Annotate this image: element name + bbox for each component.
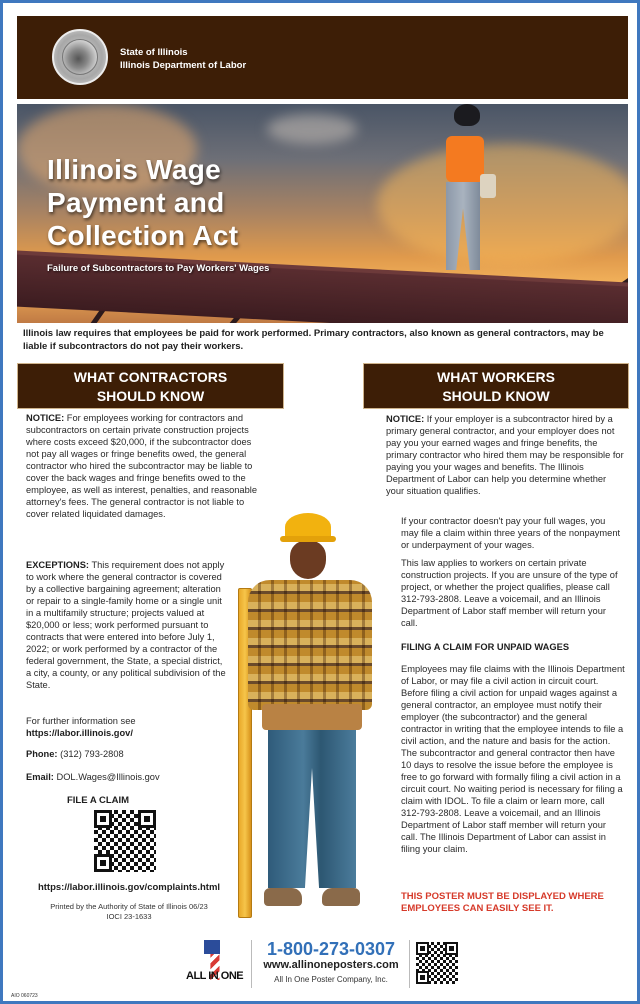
header-line-state: State of Illinois: [120, 47, 188, 58]
complaints-link[interactable]: https://labor.illinois.gov/complaints.html: [37, 882, 221, 893]
footer-qr-code-icon[interactable]: [416, 942, 458, 984]
poster-title: Illinois Wage Payment and Collection Act: [47, 154, 239, 251]
welding-helmet-icon: [454, 104, 480, 126]
all-in-one-logo: ALL IN ONE: [186, 940, 246, 988]
hero-image: [17, 104, 628, 323]
contractors-heading: WHAT CONTRACTORS SHOULD KNOW: [17, 363, 284, 409]
intro-text: Illinois law requires that employees be paid for work performed. Primary contractors, also known as general contractors, may be liable if subcontractors do not pay their workers.: [23, 328, 604, 352]
poster-code: AIO 060723: [11, 993, 38, 999]
info-link[interactable]: https://labor.illinois.gov/: [26, 728, 133, 738]
footer-divider: [251, 940, 252, 988]
footer-website[interactable]: www.allinoneposters.com: [263, 959, 399, 971]
display-warning: THIS POSTER MUST BE DISPLAYED WHERE EMPLOYEES CAN EASILY SEE IT.: [401, 891, 604, 914]
print-authority: Printed by the Authority of State of Illinois 06/23 IOCI 23-1633: [50, 902, 208, 921]
contractors-exceptions: EXCEPTIONS: This requirement does not apply to work where the general contractor is covered by a collective bargaining agreement; alteration or repair to a single-family home or a single unit in a multifamily structure; projects valued at $20,000 or less; work performed pursuant to contracts that were entered into before July 1, 2022; or work performed by a contractor of the federal government, the State, a special district, a city, a county, or any political subdivision of the State.: [26, 560, 226, 690]
filing-claim-text: Employees may file claims with the Illinois Department of Labor, or may file a civil action in circuit court. Before filing a civil action for unpaid wages against a general contractor, an employee must notify their employer (the subcontractor) and the general contractor in writing that the employee intends to file a civil action, and the nature and basis for the action. The subcontractor and general contractor then have 10 days to resolve the issue before the employee is free to go forward with formally filing a civil action in a circuit court. No waiting period is necessary for filing a claim with IDOL. To file a claim or learn more, call 312-793-2808. Leave a voicemail, and an Illinois Department of Labor staff member will return your call. The Illinois Department of Labor can assist in filing your claim.: [401, 664, 625, 854]
contact-phone: Phone: (312) 793-2808: [26, 749, 124, 759]
workers-applicability: This law applies to workers on certain private construction projects. If you are unsure of the type of project, or whether the project qualifies, please call 312-793-2808. Leave a voicemail, and an Illinois Department of Labor staff member will return your call.: [401, 558, 618, 628]
state-seal-icon: [52, 29, 108, 85]
further-info: For further information see https://labor.illinois.gov/: [26, 716, 136, 738]
header-agency: [120, 46, 246, 72]
header-banner: [17, 16, 628, 99]
filing-claim-heading: FILING A CLAIM FOR UNPAID WAGES: [401, 642, 570, 652]
construction-worker-photo: [228, 508, 393, 918]
contractors-notice: NOTICE: For employees working for contractors and subcontractors on certain private construction projects where costs exceed $20,000, if the subcontractor does not pay all wages or fringe benefits owed, the general contractor who hired the subcontractor may be liable to cover the back wages and fringe benefits owed to the employee, as well as interest, penalties, and reasonable attorney's fees. The general contractor is not liable to cover related liquidated damages.: [26, 413, 258, 519]
file-claim-qr-code-icon[interactable]: [94, 810, 156, 872]
tool-belt-icon: [262, 704, 362, 730]
ironworker-figure: [432, 104, 502, 274]
file-claim-heading: FILE A CLAIM: [66, 795, 130, 806]
header-line-department: Illinois Department of Labor: [120, 60, 247, 71]
poster-subtitle: Failure of Subcontractors to Pay Workers' Wages: [47, 263, 270, 274]
workers-heading: WHAT WORKERS SHOULD KNOW: [363, 363, 629, 409]
footer-divider: [409, 940, 410, 988]
footer-company: All In One Poster Company, Inc.: [274, 975, 388, 984]
workers-claim-deadline: If your contractor doesn't pay your full wages, you may file a claim within three years of the nonpayment or underpayment of your wages.: [401, 516, 621, 550]
footer-phone[interactable]: 1-800-273-0307: [266, 939, 396, 959]
workers-notice: NOTICE: If your employer is a subcontractor hired by a primary general contractor, and your employer does not pay you your earned wages and fringe benefits, the primary contractor who hired them may be responsible for paying you your wages and benefits. The Illinois Department of Labor can help you determine whether your situation qualifies.: [386, 414, 624, 496]
contact-email: Email: DOL.Wages@Illinois.gov: [26, 772, 160, 782]
email-link[interactable]: DOL.Wages@Illinois.gov: [53, 772, 160, 782]
